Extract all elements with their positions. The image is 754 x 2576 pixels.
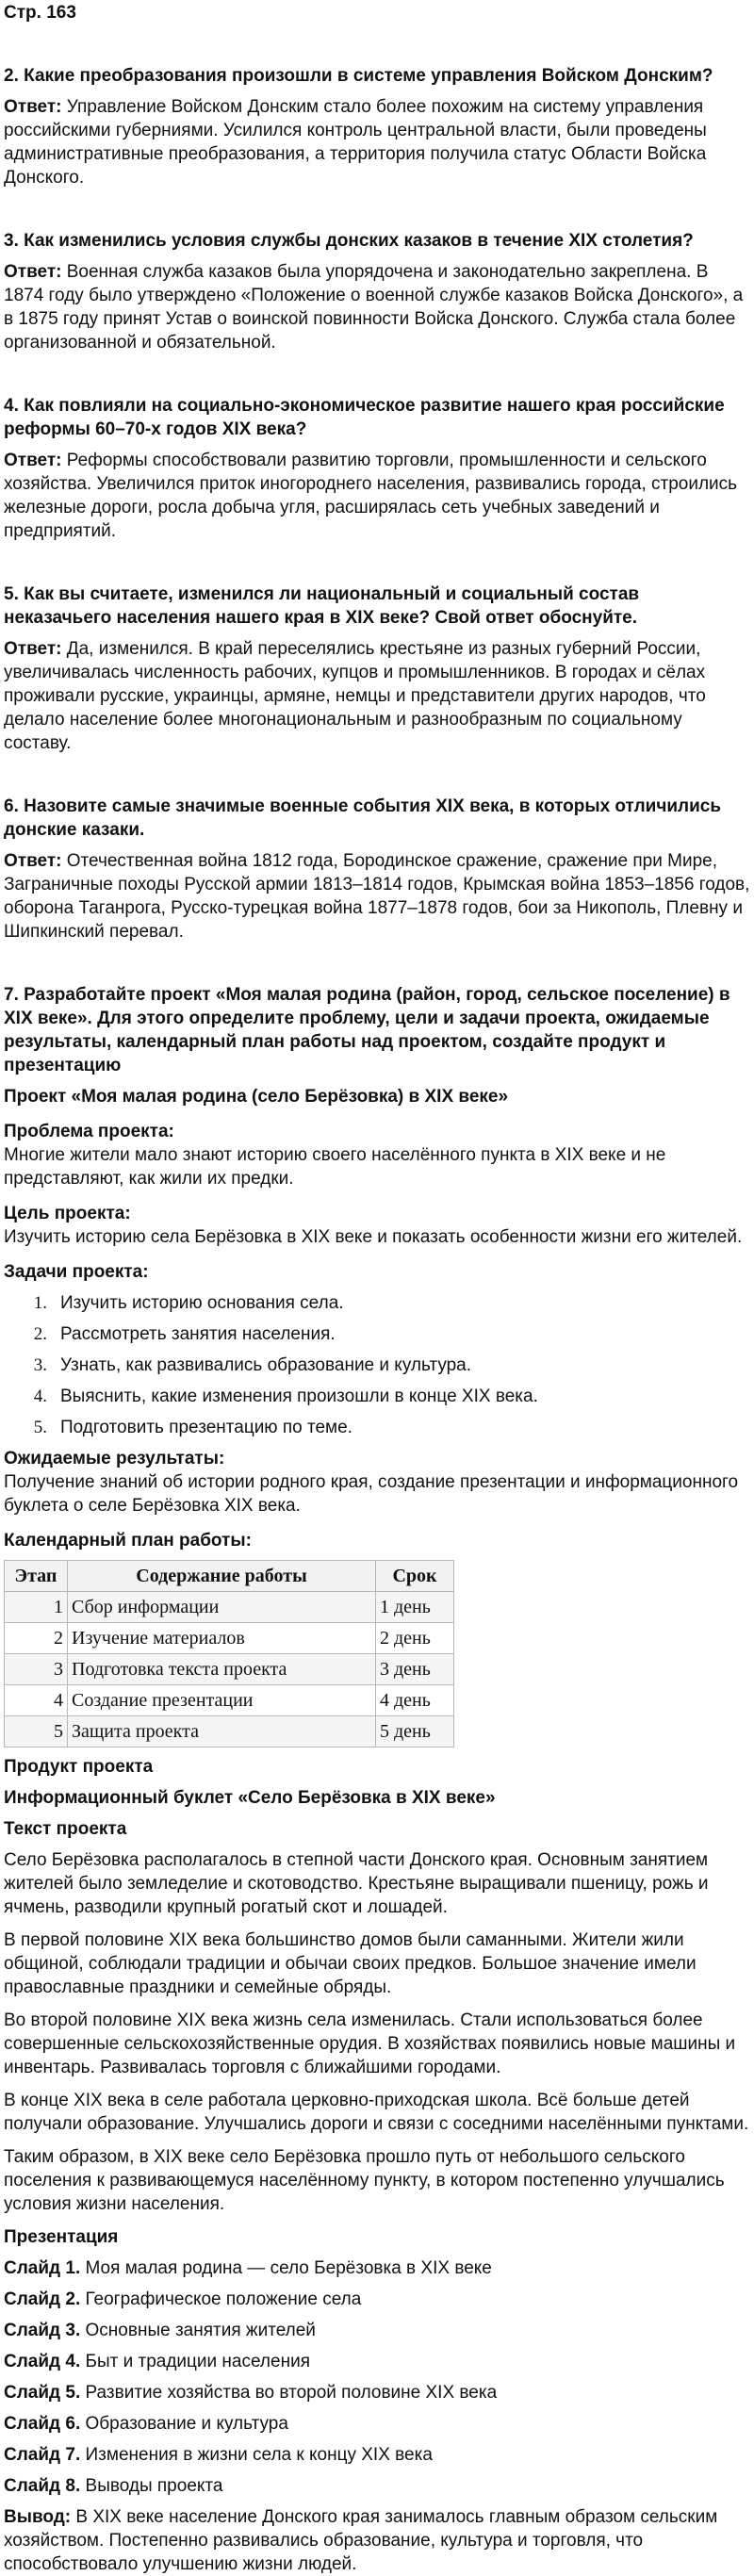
slide-item (4, 2412, 750, 2443)
column-header-work: Содержание работы (68, 1561, 376, 1592)
answer-text: Да, изменился. В край переселялись крестьяне из разных губерний России, увеличивалась численность рабочих, купцов и промышленников. В городах и сёлах проживали русские, украинцы, армяне, немцы и представители других народов, что делало население более многонациональным и разнообразным по социальному составу. (4, 639, 706, 753)
text-paragraph: В конце XIX века в селе работала церковно-приходская школа. Всё больше детей получали образование. Улучшались дороги и связи с соседними населёнными пунктами. (4, 2091, 749, 2134)
list-item-number: 1. (33, 1293, 47, 1313)
table-cell-work: Сбор информации (68, 1592, 376, 1623)
answer-text: Реформы способствовали развитию торговли, промышленности и сельского хозяйства. Увеличился приток иногороднего населения, развивались города, строились железные дороги, росла добыча угля, расширялась сеть учебных заведений и предприятий. (4, 451, 738, 541)
question: 6. Назовите самые значимые военные события XIX века, в которых отличились донские казаки. (4, 796, 722, 840)
slide-item (4, 2350, 750, 2381)
answer (4, 449, 750, 543)
slide-label: Слайд 1. (4, 2258, 81, 2278)
column-header-stage: Этап (5, 1561, 68, 1592)
table-cell-term: 3 день (376, 1654, 454, 1685)
slide-text: Географическое положение села (85, 2289, 362, 2309)
conclusion-label: Вывод: (4, 2507, 72, 2527)
question: 2. Какие преобразования произошли в системе управления Войском Донским? (4, 66, 713, 86)
table-cell-term: 1 день (376, 1592, 454, 1623)
answer (4, 260, 750, 354)
text-paragraph: Село Берёзовка располагалось в степной части Донского края. Основным занятием жителей было земледелие и скотоводство. Крестьяне выращивали пшеницу, рожь и ячмень, разводили крупный рогатый скот и лошадей. (4, 1850, 709, 1917)
slide-label: Слайд 6. (4, 2414, 81, 2434)
answer (4, 849, 750, 943)
column-header-term: Срок (376, 1561, 454, 1592)
conclusion-text: В XIX веке население Донского края занималось главным образом сельским хозяйством. Постепенно развивались образование, культура и торговля, что способствовало улучшению жизни людей. (4, 2507, 718, 2574)
goal-heading: Цель проекта: (4, 1204, 131, 1223)
results-text: Получение знаний об истории родного края, создание презентации и информационного буклета о селе Берёзовка XIX века. (4, 1472, 739, 1516)
answer-label: Ответ: (4, 262, 62, 282)
project-title: Проект «Моя малая родина (село Берёзовка) в XIX веке» (4, 1087, 509, 1107)
answer-text: Военная служба казаков была упорядочена и законодательно закреплена. В 1874 году было утверждено «Положение о военной службе казаков Войска Донского», а в 1875 году принят Устав о воинской повинности Войска Донского. Служба стала более организованной и обязательной. (4, 262, 744, 353)
slide-item (4, 2256, 750, 2288)
qa-item-2 (4, 64, 750, 189)
slide-text: Изменения в жизни села к концу XIX века (85, 2445, 433, 2465)
answer (4, 637, 750, 755)
question: 4. Как повлияли на социально-экономическое развитие нашего края российские реформы 60–70-х годов XIX века? (4, 396, 725, 439)
product-heading: Продукт проекта (4, 1757, 154, 1777)
list-item (4, 1322, 750, 1354)
problem-heading: Проблема проекта: (4, 1122, 174, 1141)
list-item (4, 1354, 750, 1385)
table-cell-stage: 4 (5, 1685, 68, 1716)
slide-item (4, 2288, 750, 2319)
qa-item-5 (4, 582, 750, 755)
slide-item (4, 2474, 750, 2505)
slide-label: Слайд 4. (4, 2352, 81, 2371)
slide-item (4, 2319, 750, 2350)
list-item-number: 4. (33, 1386, 47, 1406)
plan-table (4, 1560, 454, 1747)
list-item-text: Подготовить презентацию по теме. (60, 1418, 352, 1437)
slide-label: Слайд 8. (4, 2476, 81, 2496)
table-header-row (5, 1561, 454, 1592)
product-name: Информационный буклет «Село Берёзовка в XIX веке» (4, 1788, 496, 1808)
goal-text: Изучить историю села Берёзовка в XIX веке и показать особенности жизни его жителей. (4, 1227, 743, 1247)
answer (4, 95, 750, 189)
answer-text: Управление Войском Донским стало более похожим на систему управления российскими губерниями. Усилился контроль центральной власти, были проведены административные преобразования, а территория получила статус Области Войска Донского. (4, 97, 707, 188)
problem-text: Многие жители мало знают историю своего населённого пункта в XIX веке и не представляют, как жили их предки. (4, 1145, 666, 1189)
list-item-text: Выяснить, какие изменения произошли в конце XIX века. (60, 1386, 538, 1406)
slide-text: Быт и традиции населения (85, 2352, 310, 2371)
table-row (5, 1623, 454, 1654)
table-cell-term: 2 день (376, 1623, 454, 1654)
list-item-text: Узнать, как развивались образование и культура. (60, 1355, 472, 1375)
table-cell-term: 5 день (376, 1716, 454, 1747)
table-cell-stage: 1 (5, 1592, 68, 1623)
table-cell-work: Защита проекта (68, 1716, 376, 1747)
slide-text: Развитие хозяйства во второй половине XIX века (85, 2383, 498, 2403)
slide-text: Образование и культура (85, 2414, 288, 2434)
presentation-heading: Презентация (4, 2227, 119, 2247)
table-cell-term: 4 день (376, 1685, 454, 1716)
question: 7. Разработайте проект «Моя малая родина (район, город, сельское поселение) в XIX веке». Для этого определите проблему, цели и задачи проекта, ожидаемые результаты, календарный план работы над проектом, создайте продукт и презентацию (4, 985, 730, 1075)
list-item-text: Рассмотреть занятия населения. (60, 1324, 336, 1344)
question: 5. Как вы считаете, изменился ли национальный и социальный состав неказачьего населения нашего края в XIX веке? Свой ответ обоснуйте. (4, 584, 640, 628)
answer-label: Ответ: (4, 451, 62, 470)
text-paragraph: Таким образом, в XIX веке село Берёзовка прошло путь от небольшого сельского поселения к развивающемуся населённому пункту, в котором постепенно улучшались условия жизни населения. (4, 2147, 725, 2214)
page-number: Стр. 163 (4, 3, 76, 23)
slide-label: Слайд 5. (4, 2383, 81, 2403)
table-cell-stage: 5 (5, 1716, 68, 1747)
qa-item-7 (4, 983, 750, 2576)
results-heading: Ожидаемые результаты: (4, 1449, 225, 1468)
list-item-number: 5. (33, 1418, 47, 1437)
qa-item-3 (4, 229, 750, 354)
table-cell-stage: 2 (5, 1623, 68, 1654)
slide-item (4, 2381, 750, 2412)
table-row (5, 1716, 454, 1747)
table-row (5, 1654, 454, 1685)
plan-heading: Календарный план работы: (4, 1531, 252, 1551)
qa-item-4 (4, 394, 750, 543)
table-cell-work: Изучение материалов (68, 1623, 376, 1654)
text-heading: Текст проекта (4, 1819, 127, 1839)
table-cell-work: Подготовка текста проекта (68, 1654, 376, 1685)
text-paragraph: В первой половине XIX века большинство домов были саманными. Жители жили общиной, соблюдали традиции и обычаи своих предков. Большое значение имели православные праздники и семейные обряды. (4, 1930, 697, 1997)
table-row (5, 1592, 454, 1623)
table-cell-work: Создание презентации (68, 1685, 376, 1716)
list-item (4, 1385, 750, 1416)
answer-label: Ответ: (4, 851, 62, 871)
slide-label: Слайд 2. (4, 2289, 81, 2309)
slide-text: Выводы проекта (85, 2476, 223, 2496)
slide-text: Основные занятия жителей (85, 2321, 316, 2340)
slide-label: Слайд 7. (4, 2445, 81, 2465)
slide-item (4, 2443, 750, 2474)
slide-label: Слайд 3. (4, 2321, 81, 2340)
list-item-number: 3. (33, 1355, 47, 1375)
list-item (4, 1291, 750, 1322)
question: 3. Как изменились условия службы донских казаков в течение XIX столетия? (4, 231, 694, 251)
answer-label: Ответ: (4, 639, 62, 659)
list-item (4, 1416, 750, 1447)
conclusion (4, 2505, 750, 2576)
tasks-heading: Задачи проекта: (4, 1262, 149, 1282)
answer-label: Ответ: (4, 97, 62, 117)
answer-text: Отечественная война 1812 года, Бородинское сражение, сражение при Мире, Заграничные походы Русской армии 1813–1814 годов, Крымская война 1853–1856 годов, оборона Таганрога, Русско-турецкая война 1877–1878 годов, бои за Никополь, Плевну и Шипкинский перевал. (4, 851, 750, 942)
slide-text: Моя малая родина — село Берёзовка в XIX веке (85, 2258, 492, 2278)
list-item-text: Изучить историю основания села. (60, 1293, 344, 1313)
list-item-number: 2. (33, 1324, 47, 1344)
table-row (5, 1685, 454, 1716)
tasks-list (4, 1291, 750, 1447)
qa-item-6 (4, 795, 750, 943)
text-paragraph: Во второй половине XIX века жизнь села изменилась. Стали использоваться более совершенные сельскохозяйственные орудия. В хозяйствах появились новые машины и инвентарь. Развивалась торговля с ближайшими городами. (4, 2010, 736, 2077)
table-cell-stage: 3 (5, 1654, 68, 1685)
